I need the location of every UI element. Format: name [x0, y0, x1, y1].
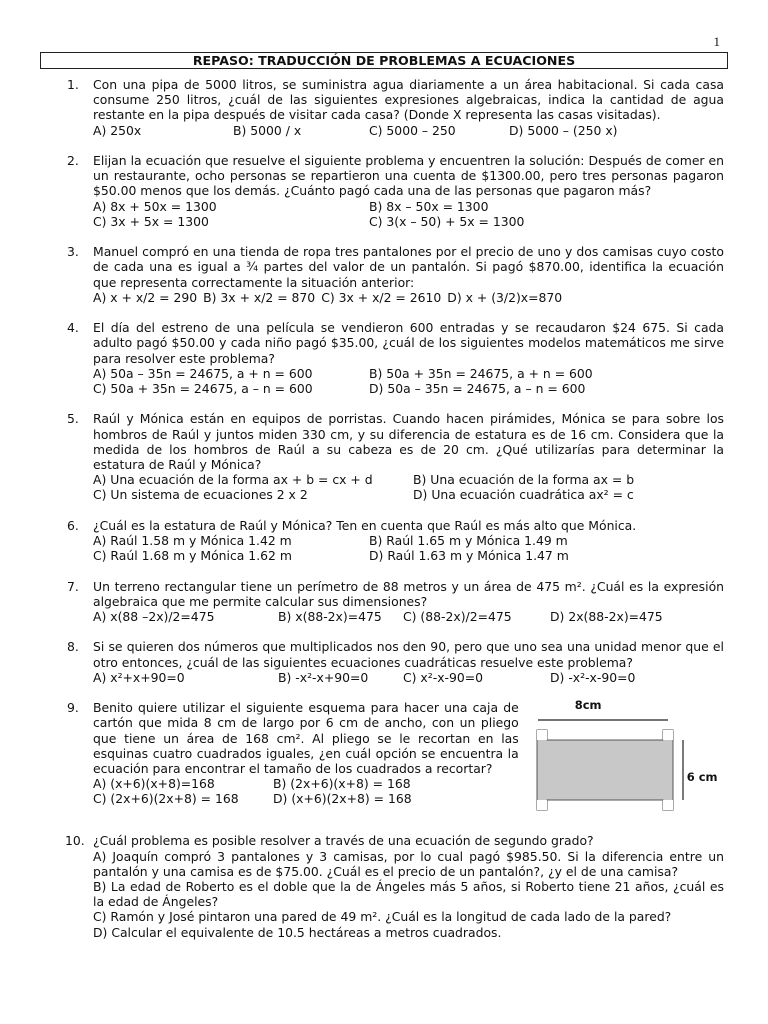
question-text: Raúl y Mónica están en equipos de porristas. Cuando hacen pirámides, Mónica se para sobre los hombros de Raúl y juntos miden 330 cm, y su diferencia de estatura es de 16 cm. Considera que la medida de los hombros de Raúl a su cabeza es de 20 cm. ¿Qué utilizarías para determinar la estatura de Raúl y Mónica?	[93, 411, 724, 473]
question-number: 6.	[67, 517, 79, 533]
question-3	[68, 244, 724, 305]
question-1	[68, 77, 724, 138]
option-b[interactable]: B) 8x – 50x = 1300	[369, 198, 489, 214]
option-b[interactable]: B) (2x+6)(x+8) = 168	[273, 776, 411, 792]
question-8	[68, 639, 724, 685]
option-a[interactable]: A) Joaquín compró 3 pantalones y 3 camisas, por lo cual pagó $985.50. Si la diferencia entre un pantalón y una camisa es de $75.00. ¿Cuál es el precio de un pantalón?, ¿y el de una camisa?	[93, 848, 724, 879]
option-d[interactable]: D) Calcular el equivalente de 10.5 hectáreas a metros cuadrados.	[93, 924, 502, 940]
option-a[interactable]: A) x + x/2 = 290	[93, 289, 198, 305]
option-a[interactable]: A) 8x + 50x = 1300	[93, 198, 217, 214]
option-c[interactable]: C) (88-2x)/2=475	[403, 609, 512, 625]
option-row	[93, 381, 724, 396]
option-b[interactable]: B) Una ecuación de la forma ax = b	[413, 472, 635, 488]
option-c[interactable]: C) 50a + 35n = 24675, a – n = 600	[93, 381, 313, 397]
question-5	[68, 411, 724, 502]
page-title: REPASO: TRADUCCIÓN DE PROBLEMAS A ECUACIONES	[40, 52, 728, 69]
option-d[interactable]: C) 3(x – 50) + 5x = 1300	[369, 213, 525, 229]
question-list	[65, 77, 724, 955]
option-row	[93, 366, 724, 381]
option-d[interactable]: D) Una ecuación cuadrática ax² = c	[413, 487, 634, 503]
option-d[interactable]: D) -x²-x-90=0	[550, 669, 636, 685]
question-number: 3.	[67, 244, 79, 260]
option-row	[93, 214, 724, 229]
option-a[interactable]: A) Una ecuación de la forma ax + b = cx + d	[93, 472, 373, 488]
option-c[interactable]: C) x²-x-90=0	[403, 669, 484, 685]
question-text: Elijan la ecuación que resuelve el siguiente problema y encuentren la solución: Después de comer en un restaurante, ocho personas se repartieron una cuenta de $1300.00, pero tres personas pagaron $50.00 menos que los demás. ¿Cuánto pagó cada una de las personas que pagaron más?	[93, 153, 724, 199]
question-number: 9.	[67, 700, 79, 716]
option-row	[93, 791, 519, 806]
option-d[interactable]: D) 50a – 35n = 24675, a – n = 600	[369, 381, 586, 397]
option-d[interactable]: D) x + (3/2)x=870	[447, 289, 563, 305]
option-row	[93, 290, 724, 305]
option-a[interactable]: A) 250x	[93, 122, 142, 138]
question-number: 7.	[67, 578, 79, 594]
question-number: 10.	[65, 833, 85, 849]
option-row	[93, 533, 724, 548]
question-4	[68, 320, 724, 396]
option-c[interactable]: C) Raúl 1.68 m y Mónica 1.62 m	[93, 548, 292, 564]
width-label: 6 cm	[686, 770, 718, 785]
page-number: 1	[713, 34, 720, 49]
question-text: Con una pipa de 5000 litros, se suministra agua diariamente a un área habitacional. Si cada casa consume 250 litros, ¿cuál de las siguientes expresiones algebraicas, indica la cantidad de agua restante en la pipa después de visitar cada casa? (Donde X representa las casas visitadas).	[93, 77, 724, 123]
corner-square-top-right	[663, 730, 673, 740]
option-a[interactable]: A) x²+x+90=0	[93, 669, 185, 685]
corner-square-bottom-right	[663, 800, 673, 810]
option-b[interactable]: B) 50a + 35n = 24675, a + n = 600	[369, 365, 593, 381]
option-a[interactable]: A) 50a – 35n = 24675, a + n = 600	[93, 365, 313, 381]
cardboard-sheet	[537, 730, 673, 810]
question-9	[68, 700, 724, 818]
question-text: Benito quiere utilizar el siguiente esquema para hacer una caja de cartón que mida 8 cm de largo por 6 cm de ancho, con un pliego que tiene un área de 168 cm². Al pliego se le recortan en las esquinas cuatro cuadrados iguales, ¿en cuál opción se encuentra la ecuación para encontrar el tamaño de los cuadrados a recortar?	[93, 700, 519, 777]
option-b[interactable]: B) x(88-2x)=475	[278, 609, 382, 625]
question-number: 4.	[67, 320, 79, 336]
option-b[interactable]: B) 3x + x/2 = 870	[203, 289, 316, 305]
option-row	[93, 609, 724, 624]
option-a[interactable]: A) Raúl 1.58 m y Mónica 1.42 m	[93, 533, 292, 549]
option-c[interactable]: C) (2x+6)(2x+8) = 168	[93, 791, 239, 807]
question-6	[68, 518, 724, 564]
question-number: 2.	[67, 153, 79, 168]
option-d[interactable]: D) (x+6)(2x+8) = 168	[273, 791, 412, 807]
option-a[interactable]: A) x(88 –2x)/2=475	[93, 609, 215, 625]
question-7	[68, 579, 724, 625]
question-text: ¿Cuál problema es posible resolver a través de una ecuación de segundo grado?	[93, 833, 594, 849]
option-a[interactable]: A) (x+6)(x+8)=168	[93, 776, 215, 792]
option-d[interactable]: D) Raúl 1.63 m y Mónica 1.47 m	[369, 548, 569, 564]
box-net-diagram	[529, 700, 724, 818]
option-b[interactable]: B) La edad de Roberto es el doble que la de Ángeles más 5 años, si Roberto tiene 21 años, ¿cuál es la edad de Ángeles?	[93, 879, 724, 910]
question-text: El día del estreno de una película se vendieron 600 entradas y se recaudaron $24 675. Si cada adulto pagó $50.00 y cada niño pagó $35.00, ¿cuál de los siguientes modelos matemáticos me sirve para resolver este problema?	[93, 320, 724, 366]
question-text: ¿Cuál es la estatura de Raúl y Mónica? Ten en cuenta que Raúl es más alto que Mónica.	[93, 517, 637, 533]
option-c[interactable]: C) 3x + x/2 = 2610	[321, 289, 442, 305]
corner-square-top-left	[537, 730, 547, 740]
length-label: 8cm	[574, 698, 602, 713]
option-b[interactable]: B) -x²-x+90=0	[278, 669, 369, 685]
option-row	[93, 670, 724, 685]
question-number: 1.	[67, 77, 79, 92]
option-d[interactable]: D) 5000 – (250 x)	[509, 122, 618, 138]
option-row	[93, 548, 724, 563]
question-text: Si se quieren dos números que multiplicados nos den 90, pero que uno sea una unidad menor que el otro entonces, ¿cuál de las siguientes ecuaciones cuadráticas resuelve este problema?	[93, 639, 724, 670]
option-c[interactable]: C) Ramón y José pintaron una pared de 49 m². ¿Cuál es la longitud de cada lado de la pared?	[93, 909, 672, 925]
question-text: Un terreno rectangular tiene un perímetro de 88 metros y un área de 475 m². ¿Cuál es la expresión algebraica que me permite calcular sus dimensiones?	[93, 578, 724, 609]
question-10	[65, 833, 724, 940]
option-row	[93, 472, 724, 487]
option-c[interactable]: C) Un sistema de ecuaciones 2 x 2	[93, 487, 308, 503]
option-row	[93, 199, 724, 214]
option-c[interactable]: C) 5000 – 250	[369, 122, 456, 138]
option-row	[93, 776, 519, 791]
question-number: 5.	[67, 411, 79, 427]
option-b[interactable]: B) 5000 / x	[233, 122, 302, 138]
option-row	[93, 487, 724, 502]
option-d[interactable]: D) 2x(88-2x)=475	[550, 609, 663, 625]
question-number: 8.	[67, 639, 79, 655]
corner-square-bottom-left	[537, 800, 547, 810]
question-2	[68, 153, 724, 229]
option-b[interactable]: B) Raúl 1.65 m y Mónica 1.49 m	[369, 533, 568, 549]
question-text: Manuel compró en una tienda de ropa tres pantalones por el precio de uno y dos camisas cuyo costo de cada una es igual a ¾ partes del valor de un pantalón. Si pagó $870.00, identifica la ecuación que representa correctamente la situación anterior:	[93, 244, 724, 290]
option-c[interactable]: C) 3x + 5x = 1300	[93, 213, 209, 229]
option-row	[93, 123, 724, 138]
box-net-svg	[529, 700, 729, 818]
